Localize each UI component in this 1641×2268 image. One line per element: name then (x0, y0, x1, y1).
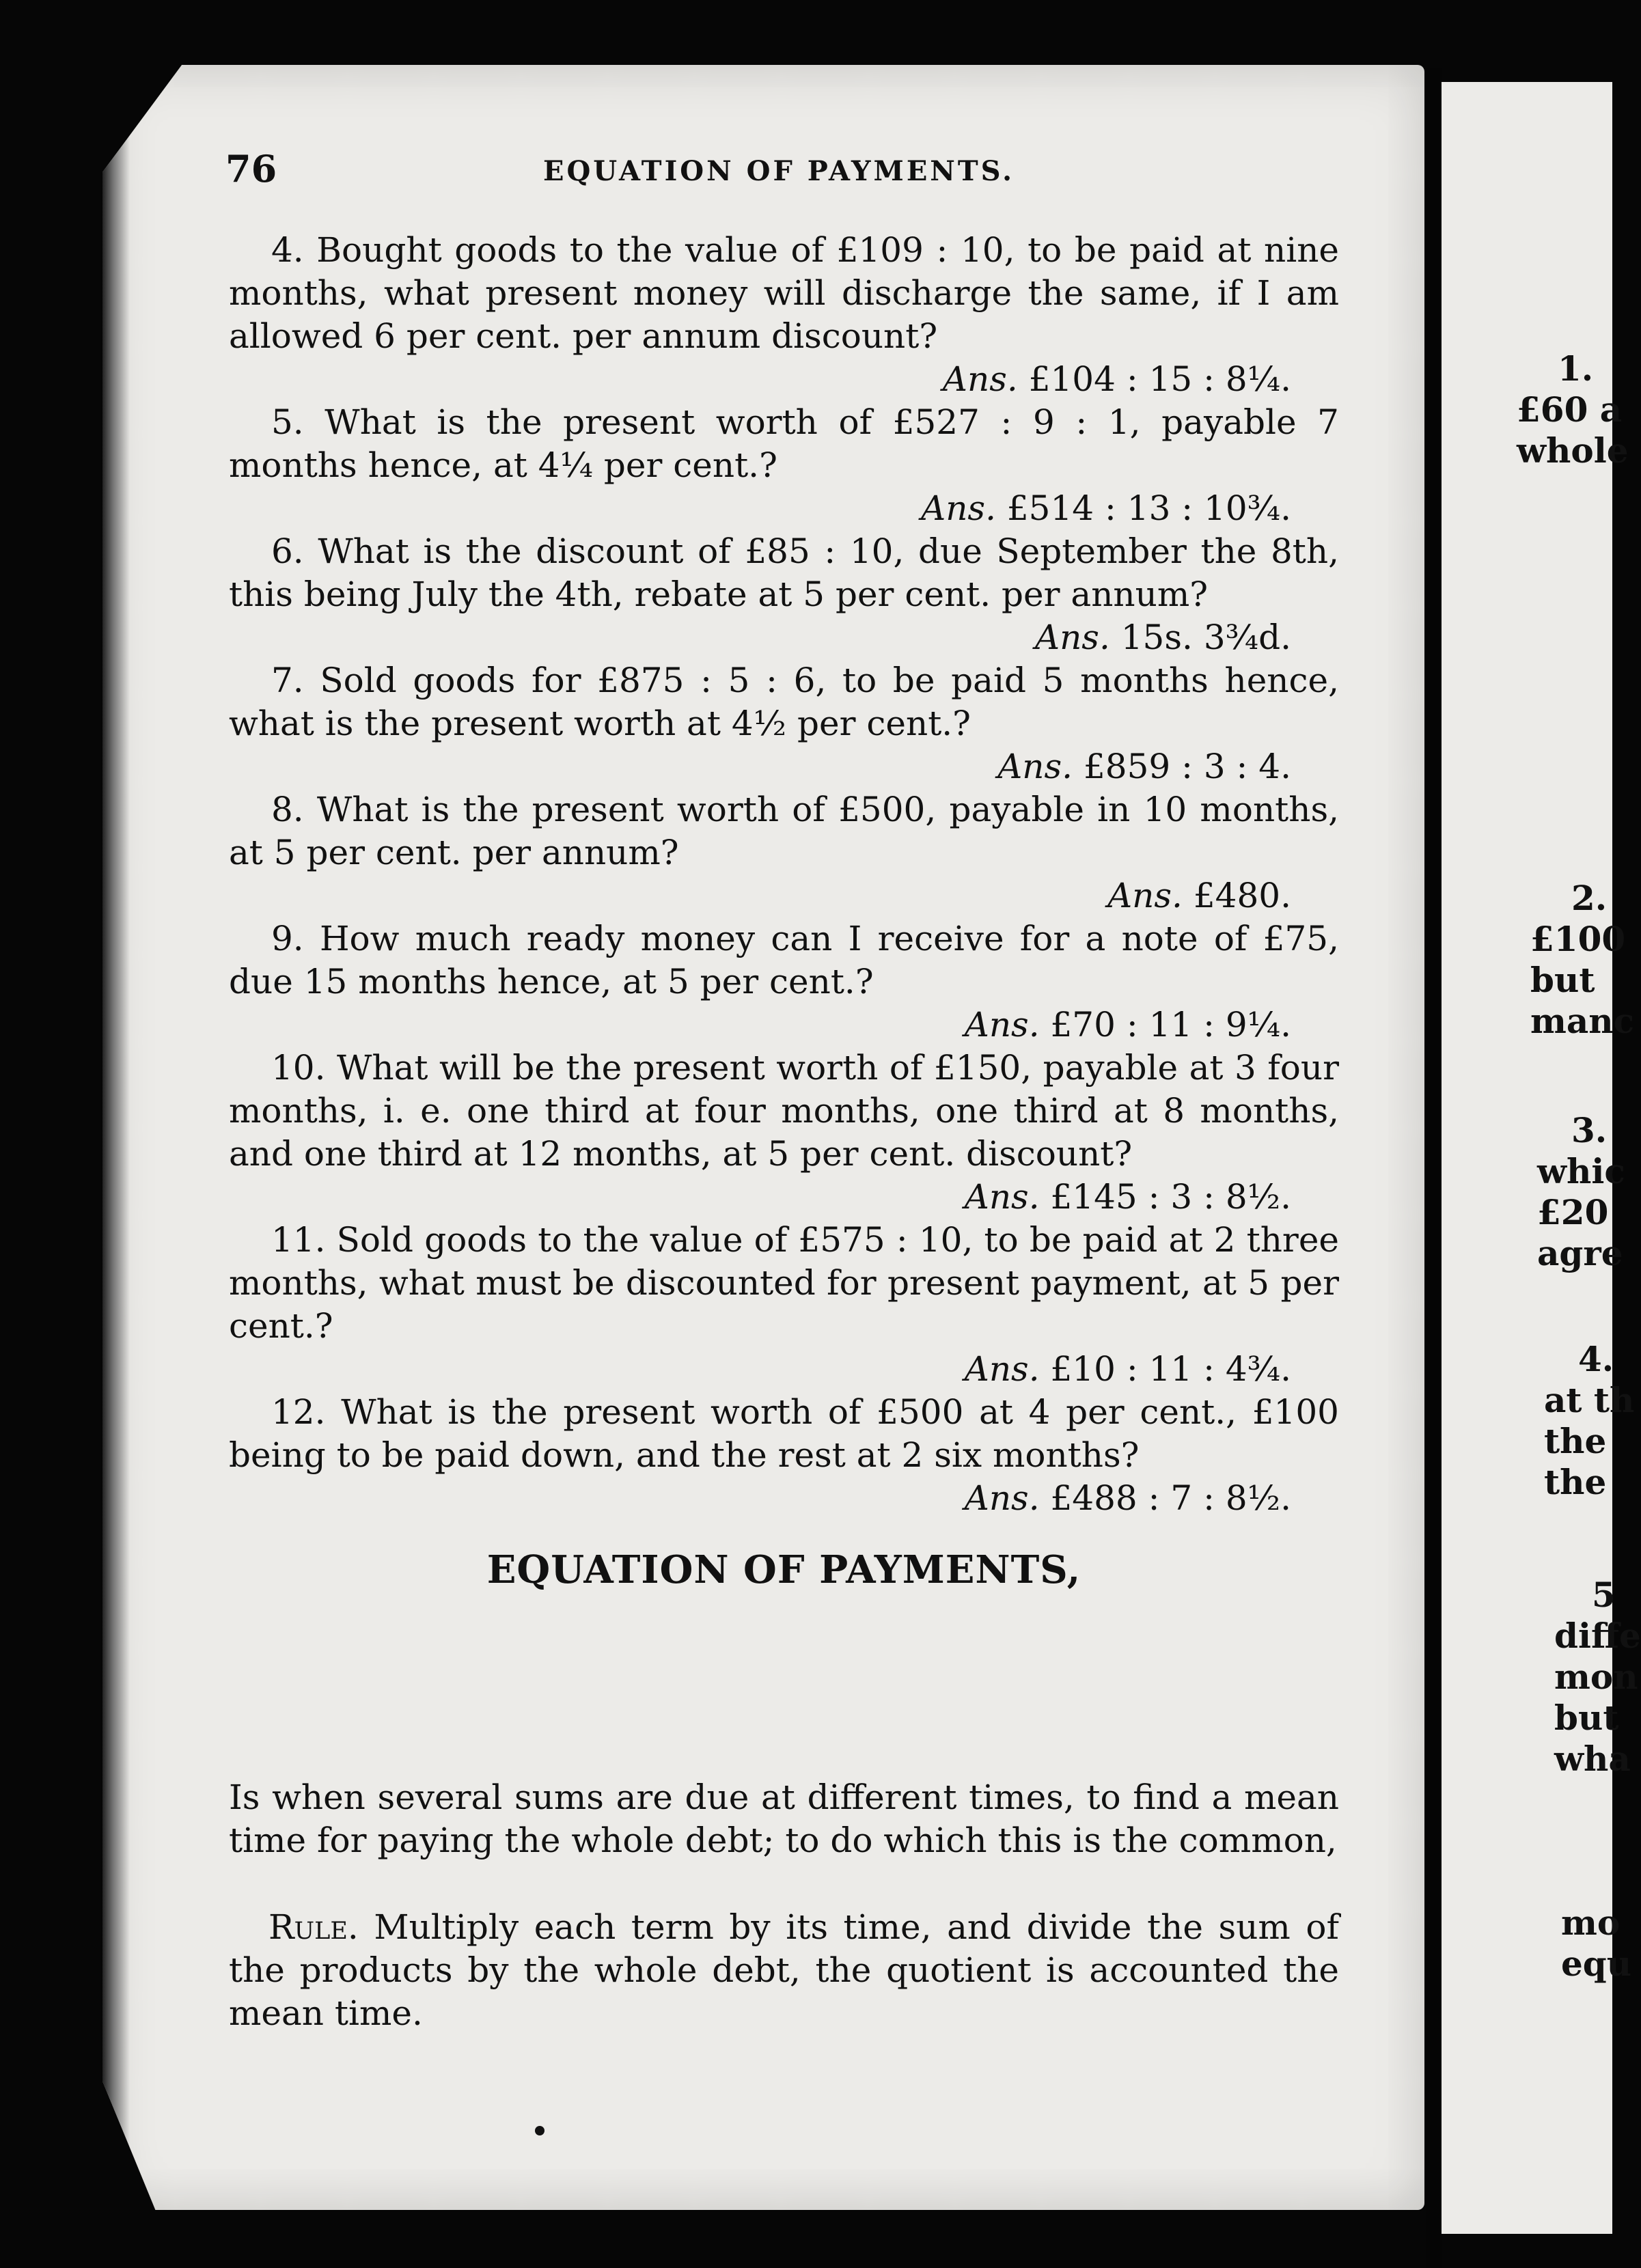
answer-6 (229, 616, 1339, 659)
fragment: 3. (1571, 1110, 1608, 1150)
answer-label: Ans. (1107, 876, 1183, 915)
fragment: whole (1517, 430, 1629, 471)
fragment: whic (1537, 1151, 1625, 1191)
problem-11: 11. Sold goods to the value of £575 : 10, to be paid at 2 three months, what must be discounted for present payment, at 5 per cent.? (229, 1220, 1339, 1346)
fragment: £60 a (1517, 389, 1623, 430)
fragment: diffe (1554, 1616, 1641, 1656)
fragment: the (1544, 1462, 1607, 1502)
running-title: EQUATION OF PAYMENTS. (542, 155, 1015, 187)
fragment: £100 (1530, 919, 1626, 959)
page-number: 76 (225, 147, 277, 191)
fragment: 5 (1592, 1575, 1616, 1615)
ink-speck (535, 2126, 544, 2135)
answer-value: £145 : 3 : 8½. (1050, 1177, 1291, 1217)
answer-label: Ans. (964, 1478, 1040, 1518)
answer-9 (229, 1004, 1339, 1047)
fragment: mo (1561, 1903, 1621, 1943)
answer-12 (229, 1477, 1339, 1520)
fragment: 2. (1571, 878, 1608, 918)
problem-10: 10. What will be the present worth of £150, payable at 3 four months, i. e. one third at four months, one third at 8 months, and one third at 12 months, at 5 per cent. discount? (229, 1048, 1339, 1174)
answer-value: £488 : 7 : 8½. (1050, 1478, 1291, 1518)
problem-12: 12. What is the present worth of £500 at 4 per cent., £100 being to be paid down, and the rest at 2 six months? (229, 1392, 1339, 1475)
fragment: but (1530, 960, 1595, 1000)
answer-7 (229, 745, 1339, 788)
answer-value: £514 : 13 : 10¾. (1006, 488, 1291, 528)
answer-label: Ans. (997, 747, 1073, 786)
problem-6: 6. What is the discount of £85 : 10, due September the 8th, this being July the 4th, rebate at 5 per cent. per annum? (229, 531, 1339, 614)
fragment: at th (1544, 1380, 1635, 1420)
answer-label: Ans. (921, 488, 996, 528)
answer-value: 15s. 3¾d. (1120, 618, 1291, 657)
answer-value: £10 : 11 : 4¾. (1050, 1349, 1291, 1389)
answer-label: Ans. (964, 1177, 1040, 1217)
exercise-list (229, 229, 1339, 1520)
fragment: mon (1554, 1657, 1638, 1697)
answer-8 (229, 874, 1339, 917)
answer-label: Ans. (964, 1349, 1040, 1389)
problem-5: 5. What is the present worth of £527 : 9 : 1, payable 7 months hence, at 4¼ per cent.? (229, 402, 1339, 485)
fragment: agre (1537, 1233, 1623, 1273)
answer-label: Ans. (964, 1005, 1040, 1045)
rule-label: Rule. (268, 1907, 359, 1947)
fragment: 1. (1558, 348, 1594, 389)
section-definition: Is when several sums are due at different times, to find a mean time for paying the whole debt; to do which this is the common, (229, 1778, 1339, 1860)
fragment: wha (1554, 1739, 1631, 1779)
answer-5 (229, 487, 1339, 530)
rule-text: Multiply each term by its time, and divide the sum of the products by the whole debt, the quotient is accounted the mean time. (229, 1907, 1339, 2033)
fragment: but (1554, 1698, 1619, 1738)
answer-value: £104 : 15 : 8¼. (1028, 359, 1291, 399)
answer-10 (229, 1176, 1339, 1219)
rule-paragraph (229, 1906, 1339, 2035)
running-head (225, 147, 1332, 195)
answer-label: Ans. (1034, 618, 1110, 657)
fragment: the (1544, 1421, 1607, 1461)
answer-value: £70 : 11 : 9¼. (1050, 1005, 1291, 1045)
problem-9: 9. How much ready money can I receive for a note of £75, due 15 months hence, at 5 per cent.? (229, 919, 1339, 1001)
problem-7: 7. Sold goods for £875 : 5 : 6, to be paid 5 months hence, what is the present worth at 4½ per cent.? (229, 661, 1339, 743)
problem-4: 4. Bought goods to the value of £109 : 10, to be paid at nine months, what present money will discharge the same, if I am allowed 6 per cent. per annum discount? (229, 230, 1339, 356)
section-heading: EQUATION OF PAYMENTS, (486, 1547, 1081, 1592)
fragment: 4. (1578, 1339, 1614, 1379)
fragment: manc (1530, 1001, 1635, 1041)
answer-11 (229, 1348, 1339, 1391)
answer-value: £480. (1193, 876, 1291, 915)
answer-4 (229, 358, 1339, 401)
problem-8: 8. What is the present worth of £500, payable in 10 months, at 5 per cent. per annum? (229, 790, 1339, 872)
answer-value: £859 : 3 : 4. (1083, 747, 1291, 786)
book-gutter (1426, 68, 1442, 2268)
fragment: £20 (1537, 1192, 1609, 1232)
answer-label: Ans. (942, 359, 1018, 399)
fragment: equ (1561, 1944, 1632, 1984)
